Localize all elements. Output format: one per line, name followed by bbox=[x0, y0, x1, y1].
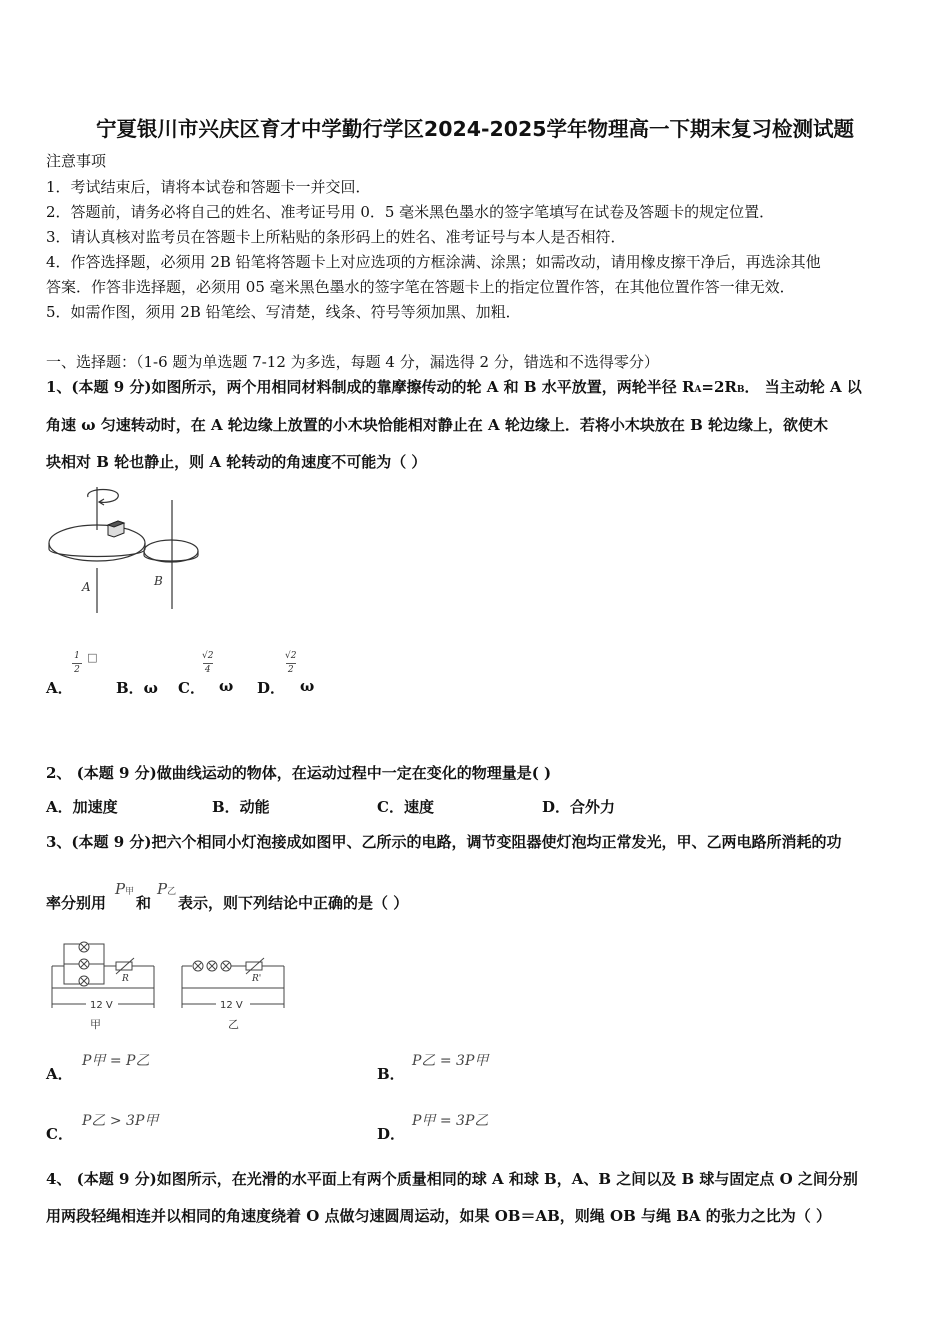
p-yi-symbol bbox=[157, 880, 176, 898]
notice-item: 答案．作答非选择题，必须用 05 毫米黑色墨水的签字笔在答题卡上的指定位置作答，在其他位置作答一律无效． bbox=[46, 278, 795, 296]
q1-option-c-frac bbox=[202, 651, 213, 676]
question-3-line1: 3、(本题 9 分)把六个相同小灯泡接成如图甲、乙所示的电路，调节变阻器使灯泡均正常发光，甲、乙两电路所消耗的功 bbox=[46, 833, 842, 851]
q1-option-d-frac bbox=[285, 651, 296, 676]
q2-option-d bbox=[542, 797, 615, 817]
q1-text: 1、(本题 9 分)如图所示，两个用相同材料制成的靠摩擦传动的轮 A 和 B 水平放置，两轮半径 R bbox=[46, 378, 695, 396]
circuit-label-jia: 甲 bbox=[90, 1018, 101, 1031]
voltage-label-2: 12 V bbox=[220, 1000, 243, 1011]
p-jia-symbol bbox=[115, 880, 134, 898]
q3-option-a-formula: P甲 = P乙 bbox=[82, 1053, 150, 1069]
q2-option-d-text: D．合外力 bbox=[542, 798, 616, 816]
question-2-stem: 2、 (本题 9 分)做曲线运动的物体，在运动过程中一定在变化的物理量是( ) bbox=[46, 764, 552, 782]
q3-option-b-label: B． bbox=[377, 1065, 405, 1083]
section-heading: 一、选择题：（1-6 题为单选题 7-12 为多选，每题 4 分，漏选得 2 分，错选和不选得零分） bbox=[46, 353, 659, 371]
wheel-b bbox=[144, 540, 198, 562]
question-3-line2a: 率分别用 bbox=[46, 894, 107, 912]
frac-num: √2 bbox=[202, 651, 214, 661]
q1-eq: =2R bbox=[701, 378, 737, 396]
notice-item: 1．考试结束后，请将本试卷和答题卡一并交回． bbox=[46, 178, 371, 196]
q2-option-b-text: B．动能 bbox=[212, 798, 270, 816]
p-sub: 甲 bbox=[125, 887, 135, 897]
q1-option-a-tail: □ bbox=[87, 651, 98, 664]
voltage-label-1: 12 V bbox=[90, 1000, 113, 1011]
notice-item: 3．请认真核对监考员在答题卡上所粘贴的条形码上的姓名、准考证号与本人是否相符． bbox=[46, 228, 626, 246]
p-sub: 乙 bbox=[167, 887, 177, 897]
q2-option-a-text: A．加速度 bbox=[46, 798, 118, 816]
q1-sub-a: A bbox=[694, 385, 702, 395]
frac-den: 4 bbox=[204, 665, 211, 675]
q1-option-a-frac bbox=[72, 651, 98, 676]
question-3-line2b: 表示，则下列结论中正确的是（ ） bbox=[178, 894, 409, 912]
notice-item: 4．作答选择题，必须用 2B 铅笔将答题卡上对应选项的方框涂满、涂黑；如需改动，请用橡皮擦干净后，再选涂其他 bbox=[46, 253, 821, 271]
question-1-line1 bbox=[46, 377, 862, 400]
circuit-jia bbox=[52, 942, 154, 1008]
wheel-b-rim bbox=[144, 551, 198, 561]
q1-option-a-label: A． bbox=[46, 679, 73, 697]
q1-option-c-label: C． bbox=[178, 679, 205, 697]
q1-option-d-label: D． bbox=[257, 679, 286, 697]
frac-den: 2 bbox=[287, 665, 294, 675]
q3-option-a-label: A． bbox=[46, 1065, 73, 1083]
frac-num: 1 bbox=[74, 651, 80, 661]
wheel-b-label: B bbox=[154, 574, 163, 588]
notice-item: 2．答题前，请务必将自己的姓名、准考证号用 0．5 毫米黑色墨水的签字笔填写在试卷及答题卡的规定位置． bbox=[46, 203, 775, 221]
q1-text-tail: ． 当主动轮 A 以 bbox=[744, 378, 862, 396]
q3-option-c-label: C． bbox=[46, 1125, 73, 1143]
q3-option-d-formula: P甲 = 3P乙 bbox=[412, 1113, 489, 1129]
q3-option-d-label: D． bbox=[377, 1125, 406, 1143]
q1-option-c-tail: ω bbox=[219, 677, 234, 695]
wheels-figure bbox=[44, 485, 204, 620]
frac-num: √2 bbox=[285, 651, 297, 661]
circuit-figure bbox=[46, 936, 296, 1036]
q2-option-c bbox=[377, 797, 434, 817]
q1-option-d-tail: ω bbox=[300, 677, 315, 695]
question-1-line3: 块相对 B 轮也静止，则 A 轮转动的角速度不可能为（ ） bbox=[46, 453, 427, 471]
wheel-a-label: A bbox=[82, 580, 91, 594]
frac-den: 2 bbox=[74, 665, 80, 675]
question-1-line2: 角速 ω 匀速转动时，在 A 轮边缘上放置的小木块恰能相对静止在 A 轮边缘上．若将小木块放在 B 轮边缘上，欲使木 bbox=[46, 416, 829, 434]
circuit-label-yi: 乙 bbox=[228, 1018, 239, 1031]
wheel-a-rim bbox=[49, 543, 145, 557]
q1-option-b: B．ω bbox=[116, 679, 158, 697]
resistor-label-2: R' bbox=[252, 974, 262, 984]
p-symbol: P bbox=[115, 880, 126, 898]
wood-block bbox=[108, 521, 124, 537]
q2-option-b bbox=[212, 797, 270, 817]
question-4-line2: 用两段轻绳相连并以相同的角速度绕着 O 点做匀速圆周运动，如果 OB＝AB，则绳 OB 与绳 BA 的张力之比为（ ） bbox=[46, 1207, 831, 1225]
question-4-line1: 4、 (本题 9 分)如图所示，在光滑的水平面上有两个质量相同的球 A 和球 B，A、B 之间以及 B 球与固定点 O 之间分别 bbox=[46, 1170, 858, 1188]
rotation-arrow bbox=[88, 490, 119, 503]
p-symbol: P bbox=[157, 880, 168, 898]
question-3-and: 和 bbox=[136, 894, 152, 912]
q1-sub-b: B bbox=[736, 385, 745, 395]
q3-option-c-formula: P乙 > 3P甲 bbox=[82, 1113, 159, 1129]
q3-option-b-formula: P乙 = 3P甲 bbox=[412, 1053, 489, 1069]
notice-item: 5．如需作图，须用 2B 铅笔绘、写清楚，线条、符号等须加黑、加粗． bbox=[46, 303, 521, 321]
wheel-a bbox=[49, 525, 145, 561]
q2-option-a bbox=[46, 797, 118, 817]
page-title: 宁夏银川市兴庆区育才中学勤行学区2024-2025学年物理高一下期末复习检测试题 bbox=[95, 117, 855, 141]
resistor-label-1: R bbox=[122, 974, 129, 984]
q2-option-c-text: C．速度 bbox=[377, 798, 434, 816]
notice-heading: 注意事项 bbox=[46, 152, 107, 170]
